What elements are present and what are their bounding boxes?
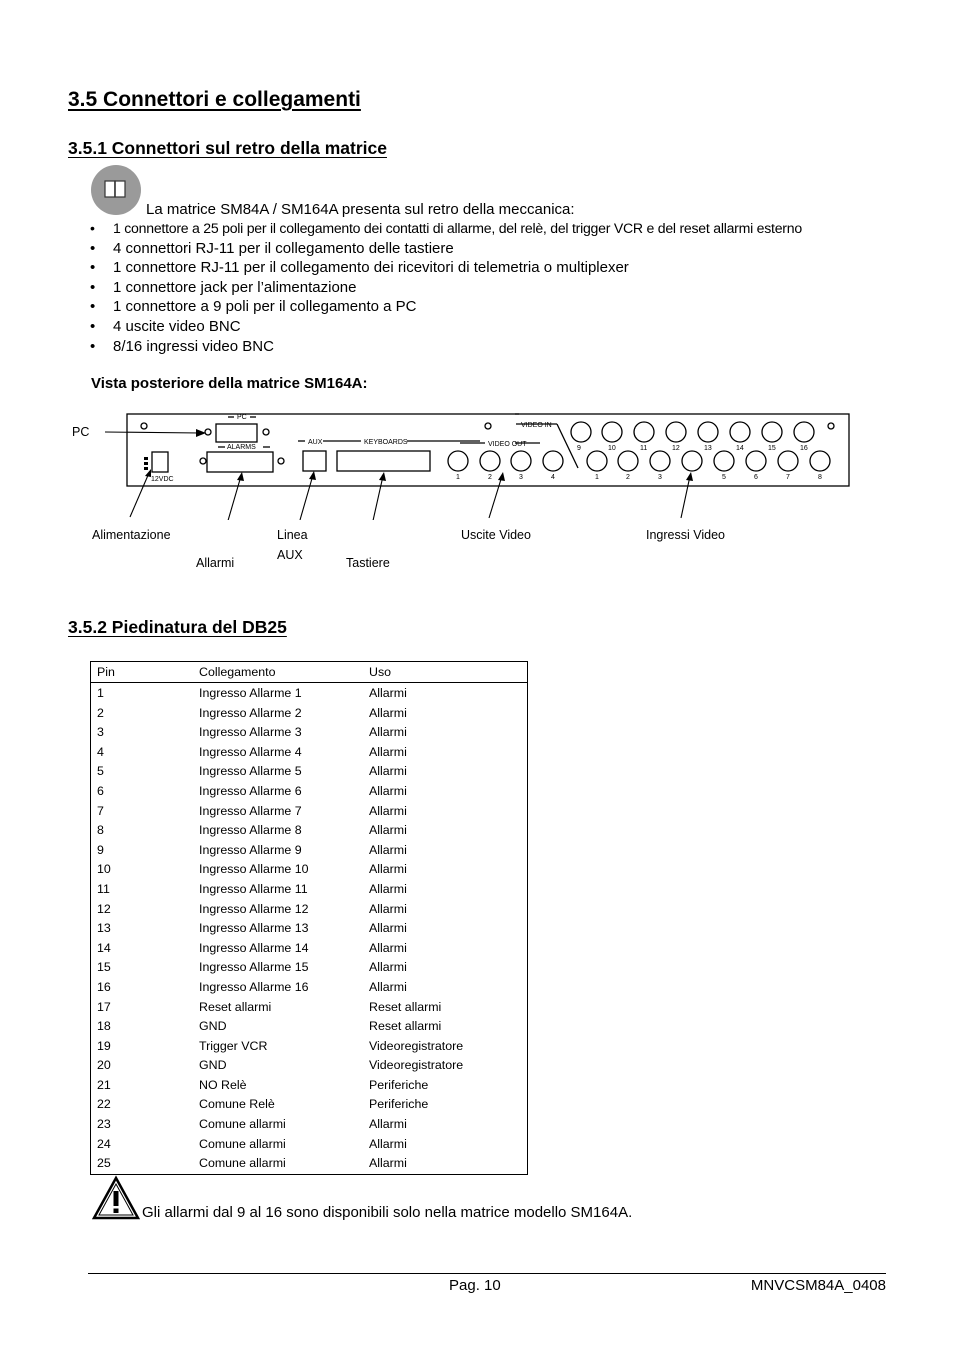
table-cell: 2 xyxy=(97,705,104,720)
table-cell: Ingresso Allarme 13 xyxy=(199,921,309,936)
table-header-row xyxy=(91,662,528,683)
bnc-video-in xyxy=(682,451,702,471)
table-row xyxy=(91,743,528,763)
table-row xyxy=(91,802,528,822)
table-cell: Periferiche xyxy=(369,1077,429,1092)
table-cell: Allarmi xyxy=(369,705,407,720)
bnc-video-out xyxy=(480,451,500,471)
list-item: • 8/16 ingressi video BNC xyxy=(90,337,802,357)
table-cell: 15 xyxy=(97,960,111,975)
bnc-video-in xyxy=(666,422,686,442)
table-cell: Comune allarmi xyxy=(199,1117,286,1132)
screw-hole xyxy=(141,423,147,429)
table-row xyxy=(91,683,528,704)
tick-label: 9 xyxy=(577,445,581,452)
table-cell: 3 xyxy=(97,725,104,740)
table-row xyxy=(91,939,528,959)
bnc-video-in xyxy=(698,422,718,442)
screw-hole xyxy=(278,458,284,464)
tick-label: 6 xyxy=(754,474,758,481)
callout-aux-line2: AUX xyxy=(277,548,303,562)
table-row xyxy=(91,998,528,1018)
table-cell: Ingresso Allarme 3 xyxy=(199,725,302,740)
table-cell: Allarmi xyxy=(369,783,407,798)
table-cell: Allarmi xyxy=(369,940,407,955)
table-row xyxy=(91,919,528,939)
table-cell: 18 xyxy=(97,1019,111,1034)
table-row xyxy=(91,880,528,900)
table-cell: Reset allarmi xyxy=(199,999,272,1014)
intro-text: La matrice SM84A / SM164A presenta sul retro della meccanica: xyxy=(146,201,575,218)
bnc-video-in xyxy=(634,422,654,442)
table-cell: Ingresso Allarme 5 xyxy=(199,764,302,779)
table-cell: 9 xyxy=(97,842,104,857)
table-cell: 5 xyxy=(97,764,104,779)
tick-label: 4 xyxy=(551,474,555,481)
callout-alarms: Allarmi xyxy=(196,556,235,570)
power-jack xyxy=(152,452,168,472)
table-cell: Allarmi xyxy=(369,744,407,759)
tick-label: 2 xyxy=(626,474,630,481)
table-row xyxy=(91,978,528,998)
list-item: • 4 uscite video BNC xyxy=(90,317,802,337)
column-header: Collegamento xyxy=(193,662,363,683)
pc-connector xyxy=(216,424,257,442)
tick-label: 12 xyxy=(672,445,680,452)
table-cell: Allarmi xyxy=(369,901,407,916)
table-cell: Videoregistratore xyxy=(369,1058,464,1073)
table-cell: 7 xyxy=(97,803,104,818)
pin-table xyxy=(90,661,528,1175)
table-cell: 1 xyxy=(97,686,104,700)
table-row xyxy=(91,1037,528,1057)
table-cell: 11 xyxy=(97,881,110,896)
table-cell: 6 xyxy=(97,783,104,798)
table-cell: 20 xyxy=(97,1058,111,1073)
table-cell: Allarmi xyxy=(369,1156,407,1171)
table-row xyxy=(91,1076,528,1096)
alarms-connector xyxy=(207,452,273,472)
tick-label: 3 xyxy=(658,474,662,481)
table-cell: 10 xyxy=(97,862,111,877)
tick-label: 1 xyxy=(456,474,460,481)
list-item: • 1 connettore jack per l’alimentazione xyxy=(90,278,802,298)
panel-label-pc: PC xyxy=(237,414,247,421)
table-cell: 13 xyxy=(97,921,111,936)
bnc-video-in xyxy=(794,422,814,442)
bnc-video-out xyxy=(448,451,468,471)
screw-hole xyxy=(485,423,491,429)
footer-divider xyxy=(88,1273,886,1274)
table-cell: Comune allarmi xyxy=(199,1156,286,1171)
table-cell: 16 xyxy=(97,979,111,994)
callout-keyboards: Tastiere xyxy=(346,556,390,570)
table-row xyxy=(91,723,528,743)
table-cell: Allarmi xyxy=(369,862,407,877)
table-cell: Allarmi xyxy=(369,979,407,994)
table-cell: NO Relè xyxy=(199,1077,247,1092)
table-row xyxy=(91,1115,528,1135)
table-row xyxy=(91,860,528,880)
table-cell: Comune allarmi xyxy=(199,1136,286,1151)
callout-video-in: Ingressi Video xyxy=(646,528,725,542)
bnc-video-in xyxy=(602,422,622,442)
table-cell: Ingresso Allarme 12 xyxy=(199,901,309,916)
table-cell: Allarmi xyxy=(369,921,407,936)
table-cell: Ingresso Allarme 14 xyxy=(199,940,309,955)
table-cell: Ingresso Allarme 1 xyxy=(199,686,302,700)
page-number: Pag. 10 xyxy=(449,1277,501,1294)
table-cell: Allarmi xyxy=(369,1117,407,1132)
table-cell: Allarmi xyxy=(369,823,407,838)
column-header: Pin xyxy=(91,662,194,683)
table-cell: Allarmi xyxy=(369,1136,407,1151)
table-cell: Videoregistratore xyxy=(369,1038,464,1053)
rear-panel-diagram xyxy=(60,400,860,520)
table-cell: Comune Relè xyxy=(199,1097,275,1112)
table-cell: 19 xyxy=(97,1038,111,1053)
bnc-video-in xyxy=(746,451,766,471)
table-cell: 8 xyxy=(97,823,104,838)
bnc-video-in xyxy=(714,451,734,471)
screw-hole xyxy=(200,458,206,464)
tick-label: 8 xyxy=(818,474,822,481)
table-cell: GND xyxy=(199,1019,227,1034)
bnc-video-in xyxy=(618,451,638,471)
table-cell: Ingresso Allarme 8 xyxy=(199,823,302,838)
table-cell: 21 xyxy=(97,1077,111,1092)
table-cell: Allarmi xyxy=(369,803,407,818)
table-cell: GND xyxy=(199,1058,227,1073)
keyboards-connector xyxy=(337,451,430,471)
table-cell: Ingresso Allarme 15 xyxy=(199,960,309,975)
bnc-video-out xyxy=(511,451,531,471)
callout-pc: PC xyxy=(72,425,90,439)
rear-view-caption: Vista posteriore della matrice SM164A: xyxy=(91,375,368,392)
table-cell: Ingresso Allarme 10 xyxy=(199,862,309,877)
table-cell: 17 xyxy=(97,999,111,1014)
table-row xyxy=(91,821,528,841)
panel-label-12vdc: 12VDC xyxy=(151,476,174,483)
tick-label: 14 xyxy=(736,445,744,452)
screw-hole xyxy=(828,423,834,429)
tick-label: 13 xyxy=(704,445,712,452)
table-row xyxy=(91,1095,528,1115)
table-cell: 12 xyxy=(97,901,111,916)
table-row xyxy=(91,841,528,861)
table-cell: 22 xyxy=(97,1097,111,1112)
document-code: MNVCSM84A_0408 xyxy=(750,1277,886,1294)
pin-table-body xyxy=(91,683,528,1175)
table-cell: Allarmi xyxy=(369,725,407,740)
table-row xyxy=(91,1154,528,1174)
warning-text: Gli allarmi dal 9 al 16 sono disponibili solo nella matrice modello SM164A. xyxy=(142,1204,633,1221)
table-cell: 4 xyxy=(97,744,104,759)
screw-hole xyxy=(263,429,269,435)
panel-label-aux: AUX xyxy=(308,439,323,446)
column-header: Uso xyxy=(363,662,528,683)
table-cell: Periferiche xyxy=(369,1097,429,1112)
bnc-video-in xyxy=(762,422,782,442)
panel-label-video-out: VIDEO OUT xyxy=(488,441,527,448)
table-row xyxy=(91,782,528,802)
table-cell: Allarmi xyxy=(369,686,407,700)
bnc-video-in xyxy=(587,451,607,471)
table-cell: 14 xyxy=(97,940,111,955)
callout-aux-line1: Linea xyxy=(277,528,308,542)
list-item: • 1 connettore RJ-11 per il collegamento dei ricevitori di telemetria o multiplexer xyxy=(90,258,802,278)
tick-label: 2 xyxy=(488,474,492,481)
panel-label-keyboards: KEYBOARDS xyxy=(364,439,408,446)
tick-label: 7 xyxy=(786,474,790,481)
bnc-video-in xyxy=(778,451,798,471)
list-item: • 1 connettore a 9 poli per il collegamento a PC xyxy=(90,297,802,317)
warning-icon xyxy=(91,1175,141,1226)
tick-label: 16 xyxy=(800,445,808,452)
tick-label: 1 xyxy=(595,474,599,481)
table-cell: Allarmi xyxy=(369,842,407,857)
table-row xyxy=(91,900,528,920)
table-cell: Reset allarmi xyxy=(369,999,442,1014)
table-cell: 24 xyxy=(97,1136,111,1151)
feature-list xyxy=(90,219,802,356)
panel-label-alarms: ALARMS xyxy=(227,444,256,451)
bnc-video-in xyxy=(650,451,670,471)
table-cell: 25 xyxy=(97,1156,111,1171)
table-cell: Ingresso Allarme 7 xyxy=(199,803,302,818)
table-cell: Ingresso Allarme 4 xyxy=(199,744,302,759)
table-cell: Ingresso Allarme 6 xyxy=(199,783,302,798)
panel-label-video-in: VIDEO IN xyxy=(521,422,552,429)
table-cell: Allarmi xyxy=(369,960,407,975)
subsection-title-db25: 3.5.2 Piedinatura del DB25 xyxy=(68,617,287,637)
table-cell: Reset allarmi xyxy=(369,1019,442,1034)
table-row xyxy=(91,1135,528,1155)
bnc-video-out xyxy=(543,451,563,471)
bnc-video-in xyxy=(571,422,591,442)
tick-label: 3 xyxy=(519,474,523,481)
bnc-video-in xyxy=(810,451,830,471)
callout-video-out: Uscite Video xyxy=(461,528,531,542)
table-cell: Ingresso Allarme 2 xyxy=(199,705,302,720)
table-cell: Allarmi xyxy=(369,881,407,896)
table-cell: 23 xyxy=(97,1117,111,1132)
tick-label: 11 xyxy=(640,445,648,452)
subsection-title-connectors: 3.5.1 Connettori sul retro della matrice xyxy=(68,138,387,158)
list-item: • 1 connettore a 25 poli per il collegamento dei contatti di allarme, del relè, del trigger VCR e del reset allarmi esterno xyxy=(90,219,802,239)
table-row xyxy=(91,704,528,724)
table-cell: Ingresso Allarme 16 xyxy=(199,979,309,994)
screw-hole xyxy=(205,429,211,435)
table-row xyxy=(91,1017,528,1037)
table-cell: Ingresso Allarme 11 xyxy=(199,881,308,896)
table-row xyxy=(91,762,528,782)
bnc-video-in xyxy=(730,422,750,442)
tick-label: 15 xyxy=(768,445,776,452)
table-cell: Ingresso Allarme 9 xyxy=(199,842,302,857)
section-title: 3.5 Connettori e collegamenti xyxy=(68,88,361,111)
list-item: • 4 connettori RJ-11 per il collegamento delle tastiere xyxy=(90,239,802,259)
book-icon xyxy=(91,165,141,215)
aux-connector xyxy=(303,451,326,471)
table-cell: Trigger VCR xyxy=(199,1038,268,1053)
table-cell: Allarmi xyxy=(369,764,407,779)
table-row xyxy=(91,958,528,978)
tick-label: 10 xyxy=(608,445,616,452)
callout-power: Alimentazione xyxy=(92,528,171,542)
tick-label: 5 xyxy=(722,474,726,481)
table-row xyxy=(91,1056,528,1076)
